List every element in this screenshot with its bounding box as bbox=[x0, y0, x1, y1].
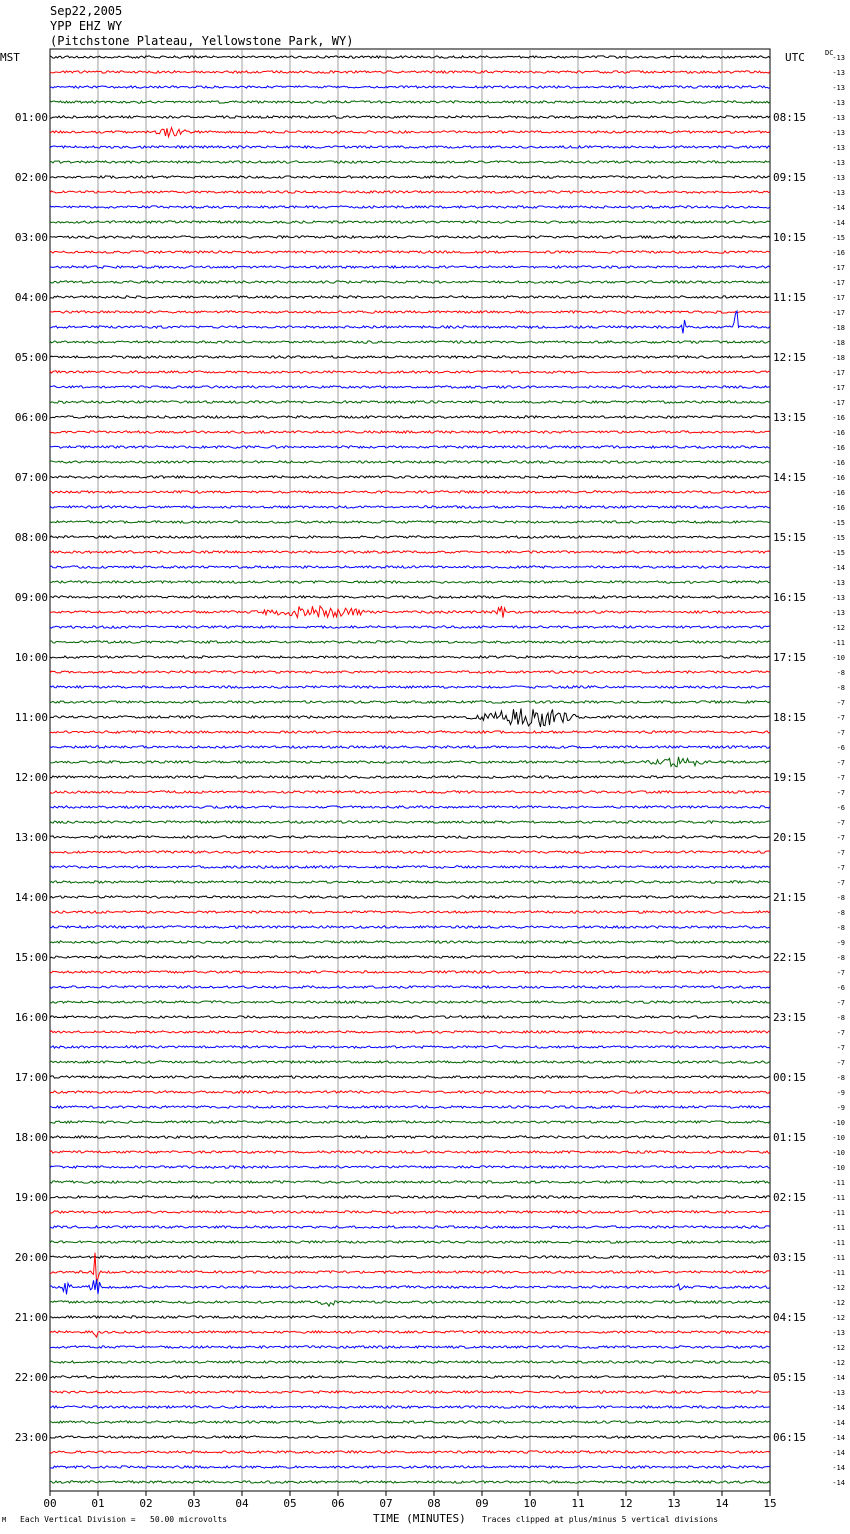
tick-label-05: 05 bbox=[283, 1497, 297, 1510]
utc-hour-label: 16:15 bbox=[773, 591, 807, 604]
dc-offset-label: -16 bbox=[832, 444, 845, 452]
dc-offset-label: -7 bbox=[836, 879, 845, 887]
utc-hour-label: 14:15 bbox=[773, 471, 807, 484]
dc-offset-label: -14 bbox=[832, 219, 845, 227]
trace-77 bbox=[50, 1211, 770, 1213]
utc-hour-label: 15:15 bbox=[773, 531, 807, 544]
trace-52 bbox=[50, 836, 770, 838]
dc-offset-label: -16 bbox=[832, 489, 845, 497]
dc-offset-label: -10 bbox=[832, 1164, 845, 1172]
dc-offset-label: -8 bbox=[836, 669, 845, 677]
dc-offset-label: -18 bbox=[832, 339, 845, 347]
utc-hour-label: 09:15 bbox=[773, 171, 807, 184]
trace-39 bbox=[50, 641, 770, 643]
trace-66 bbox=[50, 1046, 770, 1048]
mst-hour-label: 12:00 bbox=[14, 771, 48, 784]
trace-0 bbox=[50, 56, 770, 58]
trace-23 bbox=[50, 401, 770, 403]
dc-offset-label: -7 bbox=[836, 1029, 845, 1037]
utc-hour-label: 00:15 bbox=[773, 1071, 807, 1084]
dc-offset-label: -13 bbox=[832, 159, 845, 167]
trace-57 bbox=[50, 911, 770, 913]
dc-offset-label: -6 bbox=[836, 744, 845, 752]
dc-offset-label: -13 bbox=[832, 189, 845, 197]
station-code: YPP EHZ WY bbox=[50, 19, 123, 33]
mst-hour-label: 17:00 bbox=[14, 1071, 48, 1084]
trace-80 bbox=[50, 1256, 770, 1258]
utc-hour-label: 08:15 bbox=[773, 111, 807, 124]
trace-75 bbox=[50, 1181, 770, 1183]
corner-mark: M bbox=[2, 1516, 7, 1524]
tick-label-09: 09 bbox=[475, 1497, 489, 1510]
mst-label: MST bbox=[0, 51, 20, 64]
trace-19 bbox=[50, 341, 770, 343]
trace-61 bbox=[50, 971, 770, 973]
trace-56 bbox=[50, 896, 770, 898]
dc-offset-label: -13 bbox=[832, 84, 845, 92]
trace-49 bbox=[50, 791, 770, 793]
dc-offset-label: -13 bbox=[832, 1329, 845, 1337]
dc-offset-label: -13 bbox=[832, 99, 845, 107]
trace-36 bbox=[50, 596, 770, 598]
dc-offset-label: -13 bbox=[832, 1389, 845, 1397]
dc-offset-label: -8 bbox=[836, 1014, 845, 1022]
dc-offset-label: -14 bbox=[832, 1479, 845, 1487]
dc-offset-label: -16 bbox=[832, 414, 845, 422]
trace-59 bbox=[50, 941, 770, 943]
dc-offset-label: -13 bbox=[832, 594, 845, 602]
dc-offset-label: -15 bbox=[832, 549, 845, 557]
utc-hour-label: 03:15 bbox=[773, 1251, 807, 1264]
trace-3 bbox=[50, 101, 770, 103]
dc-offset-label: -12 bbox=[832, 1314, 845, 1322]
trace-34 bbox=[50, 566, 770, 568]
utc-hour-label: 19:15 bbox=[773, 771, 807, 784]
utc-hour-label: 22:15 bbox=[773, 951, 807, 964]
dc-offset-label: -8 bbox=[836, 924, 845, 932]
trace-38 bbox=[50, 626, 770, 628]
trace-67 bbox=[50, 1061, 770, 1063]
dc-offset-label: -7 bbox=[836, 819, 845, 827]
trace-85 bbox=[50, 1331, 770, 1337]
trace-10 bbox=[50, 206, 770, 208]
trace-90 bbox=[50, 1406, 770, 1408]
trace-91 bbox=[50, 1421, 770, 1423]
dc-offset-label: -11 bbox=[832, 1224, 845, 1232]
dc-offset-label: -8 bbox=[836, 1074, 845, 1082]
dc-offset-label: -13 bbox=[832, 69, 845, 77]
utc-hour-label: 05:15 bbox=[773, 1371, 807, 1384]
trace-6 bbox=[50, 146, 770, 148]
mst-hour-label: 14:00 bbox=[14, 891, 48, 904]
trace-group bbox=[50, 56, 770, 1483]
dc-offset-label: -13 bbox=[832, 609, 845, 617]
dc-offset-label: -14 bbox=[832, 204, 845, 212]
trace-29 bbox=[50, 491, 770, 493]
trace-13 bbox=[50, 251, 770, 253]
trace-58 bbox=[50, 926, 770, 928]
trace-53 bbox=[50, 851, 770, 853]
dc-offset-label: -15 bbox=[832, 534, 845, 542]
dc-offset-label: -8 bbox=[836, 684, 845, 692]
mst-hour-label: 15:00 bbox=[14, 951, 48, 964]
trace-48 bbox=[50, 776, 770, 778]
trace-55 bbox=[50, 881, 770, 883]
dc-offset-label: -13 bbox=[832, 129, 845, 137]
trace-18 bbox=[50, 311, 770, 333]
utc-hour-label: 01:15 bbox=[773, 1131, 807, 1144]
mst-hour-label: 07:00 bbox=[14, 471, 48, 484]
trace-79 bbox=[50, 1241, 770, 1243]
trace-20 bbox=[50, 356, 770, 358]
dc-offset-label: -8 bbox=[836, 909, 845, 917]
mst-hour-label: 23:00 bbox=[14, 1431, 48, 1444]
mst-hour-label: 18:00 bbox=[14, 1131, 48, 1144]
tick-label-06: 06 bbox=[331, 1497, 345, 1510]
trace-74 bbox=[50, 1166, 770, 1168]
dc-offset-label: -17 bbox=[832, 279, 845, 287]
tick-label-14: 14 bbox=[715, 1497, 729, 1510]
mst-hour-label: 09:00 bbox=[14, 591, 48, 604]
dc-offset-label: -14 bbox=[832, 1449, 845, 1457]
utc-hour-label: 21:15 bbox=[773, 891, 807, 904]
trace-35 bbox=[50, 581, 770, 583]
dc-offset-label: -17 bbox=[832, 399, 845, 407]
trace-22 bbox=[50, 386, 770, 388]
dc-offset-label: -17 bbox=[832, 264, 845, 272]
trace-7 bbox=[50, 161, 770, 163]
dc-offset-label: -7 bbox=[836, 1044, 845, 1052]
trace-24 bbox=[50, 416, 770, 418]
plot-date: Sep22,2005 bbox=[50, 4, 123, 18]
mst-hour-label: 01:00 bbox=[14, 111, 48, 124]
dc-offset-label: -10 bbox=[832, 654, 845, 662]
tick-label-11: 11 bbox=[571, 1497, 585, 1510]
mst-hour-label: 02:00 bbox=[14, 171, 48, 184]
trace-9 bbox=[50, 191, 770, 193]
dc-offset-label: -17 bbox=[832, 369, 845, 377]
x-axis-title: TIME (MINUTES) bbox=[373, 1512, 466, 1525]
trace-62 bbox=[50, 986, 770, 988]
trace-44 bbox=[50, 708, 770, 727]
mst-hour-label: 20:00 bbox=[14, 1251, 48, 1264]
trace-15 bbox=[50, 281, 770, 283]
dc-offset-label: -7 bbox=[836, 999, 845, 1007]
trace-40 bbox=[50, 656, 770, 658]
trace-32 bbox=[50, 536, 770, 538]
dc-offset-label: -8 bbox=[836, 894, 845, 902]
clipping-note: Traces clipped at plus/minus 5 vertical divisions bbox=[482, 1515, 719, 1524]
dc-offset-label: -11 bbox=[832, 1179, 845, 1187]
dc-offset-label: -10 bbox=[832, 1134, 845, 1142]
trace-88 bbox=[50, 1376, 770, 1378]
trace-2 bbox=[50, 86, 770, 88]
dc-offset-label: -15 bbox=[832, 519, 845, 527]
trace-64 bbox=[50, 1016, 770, 1018]
trace-4 bbox=[50, 116, 770, 118]
trace-47 bbox=[50, 757, 770, 767]
dc-offset-label: -16 bbox=[832, 429, 845, 437]
trace-86 bbox=[50, 1346, 770, 1348]
trace-50 bbox=[50, 806, 770, 808]
tick-label-07: 07 bbox=[379, 1497, 393, 1510]
dc-offset-label: -13 bbox=[832, 174, 845, 182]
trace-73 bbox=[50, 1151, 770, 1153]
dc-offset-label: -6 bbox=[836, 984, 845, 992]
dc-offset-label: -11 bbox=[832, 1239, 845, 1247]
dc-offset-label: -17 bbox=[832, 384, 845, 392]
dc-offset-label: -6 bbox=[836, 804, 845, 812]
trace-72 bbox=[50, 1136, 770, 1138]
tick-label-00: 00 bbox=[43, 1497, 57, 1510]
mst-hour-label: 10:00 bbox=[14, 651, 48, 664]
trace-16 bbox=[50, 296, 770, 298]
trace-27 bbox=[50, 461, 770, 463]
trace-25 bbox=[50, 431, 770, 433]
trace-11 bbox=[50, 221, 770, 223]
dc-offset-label: -12 bbox=[832, 1359, 845, 1367]
dc-offset-label: -12 bbox=[832, 624, 845, 632]
tick-label-03: 03 bbox=[187, 1497, 201, 1510]
utc-hour-label: 12:15 bbox=[773, 351, 807, 364]
utc-hour-label: 06:15 bbox=[773, 1431, 807, 1444]
mst-hour-label: 13:00 bbox=[14, 831, 48, 844]
trace-37 bbox=[50, 606, 770, 618]
mst-hour-label: 05:00 bbox=[14, 351, 48, 364]
dc-offset-label: -7 bbox=[836, 849, 845, 857]
trace-93 bbox=[50, 1451, 770, 1453]
dc-offset-label: -10 bbox=[832, 1119, 845, 1127]
dc-offset-label: -12 bbox=[832, 1299, 845, 1307]
trace-46 bbox=[50, 746, 770, 748]
trace-17 bbox=[50, 311, 770, 313]
tick-label-13: 13 bbox=[667, 1497, 681, 1510]
axis-labels bbox=[15, 54, 845, 1510]
dc-offset-label: -7 bbox=[836, 729, 845, 737]
trace-78 bbox=[50, 1226, 770, 1228]
dc-offset-label: -13 bbox=[832, 579, 845, 587]
dc-offset-label: -18 bbox=[832, 324, 845, 332]
mst-hour-label: 08:00 bbox=[14, 531, 48, 544]
trace-30 bbox=[50, 506, 770, 508]
trace-1 bbox=[50, 71, 770, 73]
trace-14 bbox=[50, 266, 770, 268]
dc-offset-label: -7 bbox=[836, 1059, 845, 1067]
utc-label: UTC bbox=[785, 51, 805, 64]
trace-63 bbox=[50, 1001, 770, 1003]
utc-hour-label: 18:15 bbox=[773, 711, 807, 724]
dc-offset-label: -12 bbox=[832, 1284, 845, 1292]
tick-label-02: 02 bbox=[139, 1497, 153, 1510]
dc-offset-label: -11 bbox=[832, 1254, 845, 1262]
trace-5 bbox=[50, 128, 770, 137]
dc-offset-label: -15 bbox=[832, 234, 845, 242]
utc-hour-label: 17:15 bbox=[773, 651, 807, 664]
trace-70 bbox=[50, 1106, 770, 1108]
dc-offset-label: -9 bbox=[836, 939, 845, 947]
trace-42 bbox=[50, 686, 770, 688]
trace-69 bbox=[50, 1091, 770, 1093]
mst-hour-label: 04:00 bbox=[14, 291, 48, 304]
trace-94 bbox=[50, 1466, 770, 1468]
dc-offset-label: -7 bbox=[836, 699, 845, 707]
dc-offset-label: -16 bbox=[832, 474, 845, 482]
trace-8 bbox=[50, 176, 770, 178]
dc-offset-label: -11 bbox=[832, 1209, 845, 1217]
dc-offset-label: -16 bbox=[832, 504, 845, 512]
tick-label-01: 01 bbox=[91, 1497, 105, 1510]
trace-82 bbox=[50, 1279, 770, 1294]
trace-71 bbox=[50, 1121, 770, 1123]
trace-43 bbox=[50, 701, 770, 703]
trace-92 bbox=[50, 1436, 770, 1438]
dc-offset-label: -14 bbox=[832, 1464, 845, 1472]
dc-offset-label: -7 bbox=[836, 714, 845, 722]
dc-offset-label: -13 bbox=[832, 144, 845, 152]
dc-label: DC bbox=[825, 49, 834, 57]
dc-offset-label: -14 bbox=[832, 564, 845, 572]
trace-76 bbox=[50, 1196, 770, 1198]
dc-offset-label: -11 bbox=[832, 1269, 845, 1277]
trace-89 bbox=[50, 1391, 770, 1393]
dc-offset-label: -7 bbox=[836, 834, 845, 842]
tick-label-15: 15 bbox=[763, 1497, 777, 1510]
dc-offset-label: -17 bbox=[832, 309, 845, 317]
dc-offset-label: -13 bbox=[832, 114, 845, 122]
dc-offset-label: -16 bbox=[832, 249, 845, 257]
trace-45 bbox=[50, 731, 770, 733]
trace-83 bbox=[50, 1301, 770, 1306]
dc-offset-label: -7 bbox=[836, 774, 845, 782]
dc-offset-label: -7 bbox=[836, 759, 845, 767]
mst-hour-label: 21:00 bbox=[14, 1311, 48, 1324]
tick-label-12: 12 bbox=[619, 1497, 633, 1510]
utc-hour-label: 20:15 bbox=[773, 831, 807, 844]
utc-hour-label: 13:15 bbox=[773, 411, 807, 424]
dc-offset-label: -8 bbox=[836, 954, 845, 962]
mst-hour-label: 03:00 bbox=[14, 231, 48, 244]
utc-hour-label: 04:15 bbox=[773, 1311, 807, 1324]
trace-21 bbox=[50, 371, 770, 373]
dc-offset-label: -11 bbox=[832, 639, 845, 647]
dc-offset-label: -10 bbox=[832, 1149, 845, 1157]
scale-note: Each Vertical Division = 50.00 microvolts bbox=[20, 1515, 228, 1524]
trace-68 bbox=[50, 1076, 770, 1078]
trace-95 bbox=[50, 1481, 770, 1483]
tick-label-10: 10 bbox=[523, 1497, 537, 1510]
utc-hour-label: 11:15 bbox=[773, 291, 807, 304]
station-location: (Pitchstone Plateau, Yellowstone Park, WY) bbox=[50, 34, 354, 48]
mst-hour-label: 22:00 bbox=[14, 1371, 48, 1384]
trace-28 bbox=[50, 476, 770, 478]
plot-frame bbox=[50, 49, 770, 1491]
dc-offset-label: -14 bbox=[832, 1404, 845, 1412]
mst-hour-label: 16:00 bbox=[14, 1011, 48, 1024]
dc-offset-label: -7 bbox=[836, 969, 845, 977]
dc-offset-label: -13 bbox=[832, 54, 845, 62]
dc-offset-label: -14 bbox=[832, 1374, 845, 1382]
dc-offset-label: -12 bbox=[832, 1344, 845, 1352]
trace-60 bbox=[50, 956, 770, 958]
trace-26 bbox=[50, 446, 770, 448]
utc-hour-label: 10:15 bbox=[773, 231, 807, 244]
trace-51 bbox=[50, 821, 770, 823]
dc-offset-label: -9 bbox=[836, 1104, 845, 1112]
tick-label-04: 04 bbox=[235, 1497, 249, 1510]
trace-41 bbox=[50, 671, 770, 673]
trace-54 bbox=[50, 866, 770, 868]
mst-hour-label: 06:00 bbox=[14, 411, 48, 424]
dc-offset-label: -7 bbox=[836, 789, 845, 797]
dc-offset-label: -9 bbox=[836, 1089, 845, 1097]
dc-offset-label: -7 bbox=[836, 864, 845, 872]
dc-offset-label: -16 bbox=[832, 459, 845, 467]
trace-31 bbox=[50, 521, 770, 523]
trace-84 bbox=[50, 1316, 770, 1318]
utc-hour-label: 23:15 bbox=[773, 1011, 807, 1024]
tick-label-08: 08 bbox=[427, 1497, 441, 1510]
trace-12 bbox=[50, 236, 770, 238]
dc-offset-label: -11 bbox=[832, 1194, 845, 1202]
trace-87 bbox=[50, 1361, 770, 1363]
trace-33 bbox=[50, 551, 770, 553]
dc-offset-label: -18 bbox=[832, 354, 845, 362]
trace-65 bbox=[50, 1031, 770, 1033]
utc-hour-label: 02:15 bbox=[773, 1191, 807, 1204]
dc-offset-label: -14 bbox=[832, 1434, 845, 1442]
mst-hour-label: 11:00 bbox=[14, 711, 48, 724]
dc-offset-label: -14 bbox=[832, 1419, 845, 1427]
dc-offset-label: -17 bbox=[832, 294, 845, 302]
mst-hour-label: 19:00 bbox=[14, 1191, 48, 1204]
